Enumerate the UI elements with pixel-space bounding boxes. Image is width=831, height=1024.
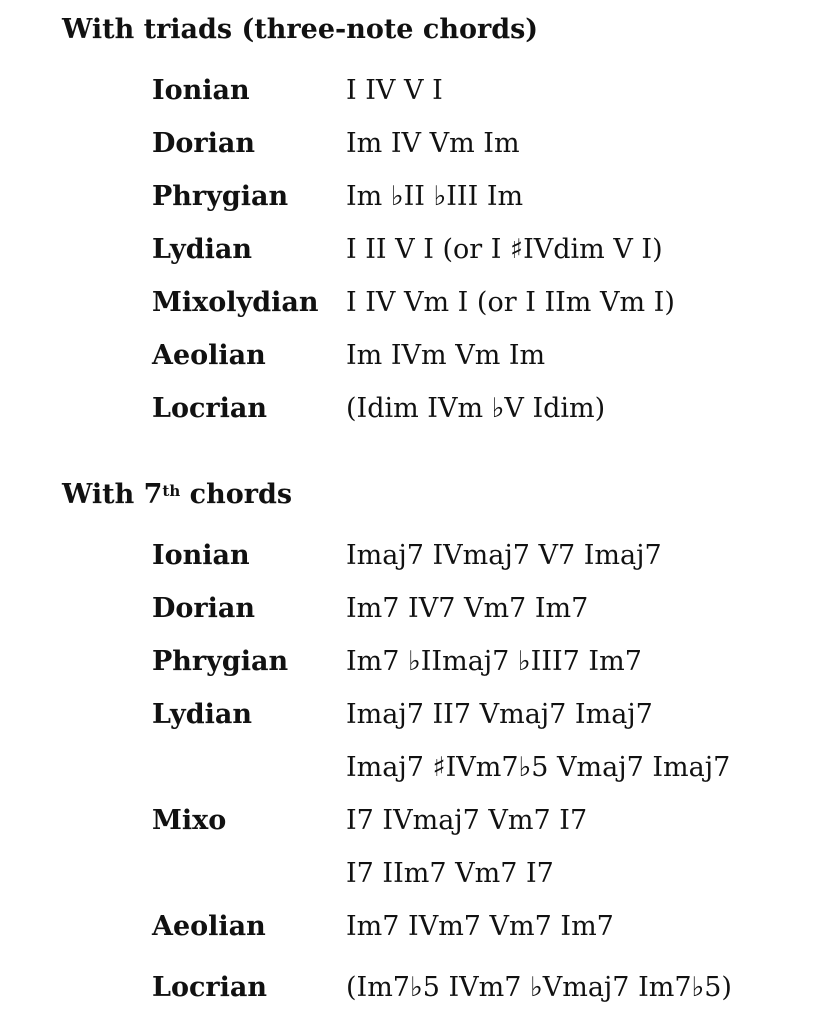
heading-text-pre: With 7 bbox=[62, 479, 163, 510]
section-heading-7th-chords bbox=[62, 479, 292, 511]
mode-label-dorian-7th: Dorian bbox=[152, 593, 256, 624]
mode-label-lydian: Lydian bbox=[152, 234, 252, 265]
mode-label-locrian-7th: Locrian bbox=[152, 972, 268, 1003]
mode-label-ionian-7th: Ionian bbox=[152, 540, 250, 571]
heading-superscript: th bbox=[162, 482, 181, 500]
mode-label-phrygian-7th: Phrygian bbox=[152, 646, 289, 677]
progression-dorian: Im IV Vm Im bbox=[346, 128, 520, 159]
progression-lydian: I II V I (or I ♯IVdim V I) bbox=[346, 234, 663, 265]
mode-label-dorian: Dorian bbox=[152, 128, 256, 159]
progression-phrygian: Im ♭II ♭III Im bbox=[346, 181, 524, 212]
mode-label-mixo-7th: Mixo bbox=[152, 805, 227, 836]
progression-ionian: I IV V I bbox=[346, 75, 443, 106]
progression-aeolian: Im IVm Vm Im bbox=[346, 340, 546, 371]
progression-mixo-7th-alt: I7 IIm7 Vm7 I7 bbox=[346, 858, 554, 889]
progression-locrian: (Idim IVm ♭V Idim) bbox=[346, 393, 606, 424]
progression-lydian-7th: Imaj7 II7 Vmaj7 Imaj7 bbox=[346, 699, 653, 730]
progression-mixo-7th: I7 IVmaj7 Vm7 I7 bbox=[346, 805, 588, 836]
mode-label-ionian: Ionian bbox=[152, 75, 250, 106]
progression-locrian-7th: (Im7♭5 IVm7 ♭Vmaj7 Im7♭5) bbox=[346, 972, 732, 1003]
mode-label-aeolian: Aeolian bbox=[152, 340, 266, 371]
mode-label-lydian-7th: Lydian bbox=[152, 699, 252, 730]
mode-label-phrygian: Phrygian bbox=[152, 181, 289, 212]
progression-dorian-7th: Im7 IV7 Vm7 Im7 bbox=[346, 593, 589, 624]
mode-label-locrian: Locrian bbox=[152, 393, 268, 424]
mode-label-aeolian-7th: Aeolian bbox=[152, 911, 266, 942]
progression-ionian-7th: Imaj7 IVmaj7 V7 Imaj7 bbox=[346, 540, 662, 571]
progression-mixolydian: I IV Vm I (or I IIm Vm I) bbox=[346, 287, 675, 318]
progression-lydian-7th-alt: Imaj7 ♯IVm7♭5 Vmaj7 Imaj7 bbox=[346, 752, 731, 783]
progression-phrygian-7th: Im7 ♭IImaj7 ♭III7 Im7 bbox=[346, 646, 642, 677]
progression-aeolian-7th: Im7 IVm7 Vm7 Im7 bbox=[346, 911, 614, 942]
section-heading-triads: With triads (three-note chords) bbox=[62, 14, 539, 45]
heading-text-post: chords bbox=[180, 479, 293, 510]
mode-label-mixolydian: Mixolydian bbox=[152, 287, 319, 318]
